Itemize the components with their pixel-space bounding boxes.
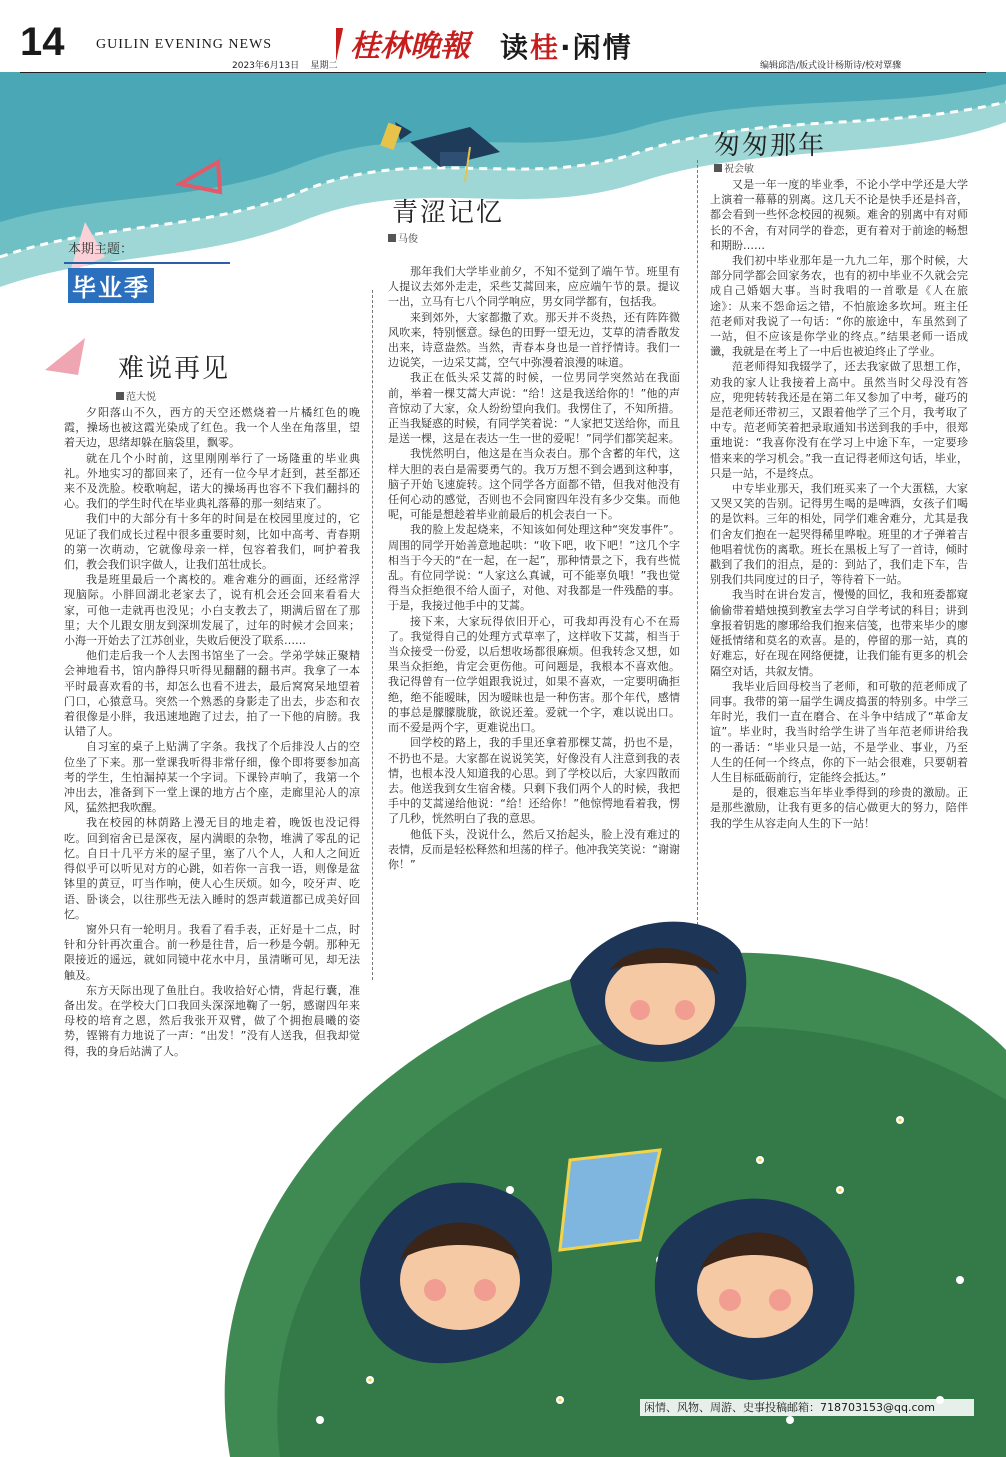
paragraph: 东方天际出现了鱼肚白。我收拾好心情，背起行囊，准备出发。在学校大门口我回头深深地鞠了一躬，感谢四年来母校的培育之恩，然后我张开双臂，做了个拥抱晨曦的姿势，铿锵有力地说了一声：“出发！”没有人送我，但我却觉得，我的身后站满了人。 xyxy=(64,983,360,1058)
paragraph: 我是班里最后一个离校的。难舍难分的画面，还经常浮现脑际。小胖回湖北老家去了，说有机会还会回来看看大家，可他一走就再也没见；小白支教去了，期满后留在了那里；大个儿跟女朋友到深圳发展了，过年的时候才会回来；小海一开始去了江苏创业，失败后便没了联系…… xyxy=(64,573,360,648)
paragraph: 我正在低头采艾蒿的时候，一位男同学突然站在我面前，举着一棵艾蒿大声说：“给！这是我送给你的！”他的声音惊动了大家，众人纷纷望向我们。我愣住了，不知所措。正当我疑惑的时候，有同学笑着说：“人家把艾送给你，而且是送一棵，这是在表达一生一世的爱呢！”同学们都笑起来。 xyxy=(388,371,680,446)
column-divider xyxy=(697,160,698,930)
article-body xyxy=(710,177,968,947)
paragraph: 接下来，大家玩得依旧开心，可我却再没有心不在焉了。我觉得自己的处理方式草率了，这样收下艾蒿，相当于当众接受一份爱，以后想收场都很麻烦。但我转念又想，如果当众拒绝，肯定会更伤他。可问题是，我根本不喜欢他。我记得曾有一位学姐跟我说过，如果不喜欢，一定要明确拒绝，绝不能暧昧，因为暧昧也是一种伤害。那个年代，感情的事总是朦朦胧胧，欲说还羞。爱就一个字，难以说出口。而不爱是两个字，更难说出口。 xyxy=(388,614,680,735)
triangle-decoration xyxy=(40,330,90,380)
paragraph: 自习室的桌子上贴满了字条。我找了个后排没人占的空位坐了下来。那一堂课我听得非常仔细，像个即将要参加高考的学生，生怕漏掉某一个字词。下课铃声响了，我第一个冲出去，准备到下一堂上课的地方占个座，走廊里沁人的凉风，猛然把我吹醒。 xyxy=(64,740,360,815)
topic-title: 毕业季 xyxy=(68,268,154,303)
paragraph: 又是一年一度的毕业季，不论小学中学还是大学上演着一幕幕的别离。这几天不论是快手还是抖音，都会看到一些怀念校园的视频。难舍的别离中有对师长的不舍，有对同学的眷恋，更有着对于前途的畅想和期盼…… xyxy=(710,178,968,252)
article-author: 范大悦 xyxy=(116,388,156,403)
section-prefix: 读 xyxy=(500,31,531,64)
paragraph: 就在几个小时前，这里刚刚举行了一场隆重的毕业典礼。外地实习的都回来了，还有一位今早才赶到，甚至都还来不及洗脸。校歌响起，诺大的操场再也容不下我们翻抖的心。我们的学生时代在毕业典礼落幕的那一刻结束了。 xyxy=(64,451,360,511)
date-text: 2023年6月13日 xyxy=(232,61,300,71)
paragraph: 我恍然明白，他这是在当众表白。那个含蓄的年代，这样大胆的表白是需要勇气的。我万万想不到会遇到这种事，脑子开始飞速旋转。这个同学各方面都不错，但我对他没有任何心动的感觉，否则也不会同窗四年没有多少交集。而他呢，可能是想趁着毕业前最后的机会表白一下。 xyxy=(388,447,680,522)
article-title: 青涩记忆 xyxy=(392,198,505,228)
paragraph: 中专毕业那天，我们班买来了一个大蛋糕，大家又哭又笑的告别。记得男生喝的是啤酒，女孩子们喝的是饮料。三年的相处，同学们难舍难分，尤其是我们舍友们抱在一起哭得稀里哗啦。班里的才子弹着吉他唱着忧伤的离歌。班长在黑板上写了一首诗，倾时戳到了我们的泪点，是的：到站了，我们走下车，告别我们共同度过的日子，等待着下一站。 xyxy=(710,482,968,587)
weekday-text: 星期二 xyxy=(310,61,338,71)
svg-text:桂林晚報: 桂林晚報 xyxy=(350,29,470,64)
issue-date xyxy=(232,58,338,71)
paragraph: 我们初中毕业那年是一九九二年，那个时候，大部分同学都会回家务农，也有的初中毕业不久就会完成自己婚姻大事。当时我唱的一首歌是《人在旅途》：从来不怨命运之错，不怕旅途多坎坷。班主任范老师对我说了一句话：“你的旅途中，车虽然到了一站，但不应该是你学业的终点。”结果老师一语成谶，我就是在考上了一中后也被迫终止了学业。 xyxy=(710,254,968,359)
article-title: 难说再见 xyxy=(118,354,231,384)
editor-credits: 编辑邱浩/版式设计杨斯诗/校对覃骤 xyxy=(760,61,902,71)
paragraph: 他低下头，没说什么，然后又抬起头，脸上没有难过的表情，反而是轻松释然和坦荡的样子。他冲我笑笑说：“谢谢你！” xyxy=(388,827,680,871)
paragraph: 我毕业后回母校当了老师，和可敬的范老师成了同事。我带的第一届学生调皮捣蛋的特别多。中学三年时光，我们一直在磨合、在斗争中结成了“革命友谊”。毕业时，我当时给学生讲了当年范老师讲给我的一番话：“毕业只是一站，不是学业、事业，乃至人生的任何一个终点，你的下一站会很难，只要朝着人生目标砥砺前行，定能终会抵达。” xyxy=(710,679,968,784)
article-author: 祝会敏 xyxy=(714,160,754,175)
paragraph: 我当时在讲台发言，慢慢的回忆，我和班委都窥偷偷带着蜡烛摸到教室去学习自学考试的科目；讲到拿报着钥匙的廖琊给我们抱来信笺，也带来毕少的廖娅抵情绪和莫名的欢喜。是的，停留的那一站，真的好难忘，好在现在网络便捷，让我们能有更多的机会隔空对话，共叙友情。 xyxy=(710,588,968,678)
newspaper-logo xyxy=(336,24,486,64)
section-suffix: ·闲情 xyxy=(560,31,633,64)
masthead-divider xyxy=(20,72,986,73)
page-number: 14 xyxy=(20,20,65,64)
article-title: 匆匆那年 xyxy=(714,131,827,161)
topic-underline xyxy=(64,262,230,264)
paragraph: 是的，很难忘当年毕业季得到的珍贵的激励。正是那些激励，让我有更多的信心做更大的努力，陪伴我的学生从容走向人生的下一站！ xyxy=(710,786,968,830)
paragraph: 窗外只有一轮明月。我看了看手表，正好是十二点，时针和分针再次重合。前一秒是往昔，后一秒是今朝。那种无限接近的遥远，就如同镜中花水中月，虽清晰可见，却无法触及。 xyxy=(64,922,360,982)
paragraph: 我们中的大部分有十多年的时间是在校园里度过的，它见证了我们成长过程中很多重要时刻，比如中高考、青春期的第一次萌动，它就像母亲一样，包容着我们，呵护着我们，教会我们识字做人，让我们茁壮成长。 xyxy=(64,512,360,572)
section-accent: 桂 xyxy=(530,31,561,64)
paper-english-name: GUILIN EVENING NEWS xyxy=(96,37,273,52)
submission-note: 闲情、风物、周游、史事投稿邮箱：718703153@qq.com xyxy=(640,1399,974,1416)
paragraph: 回学校的路上，我的手里还拿着那棵艾蒿，扔也不是，不扔也不是。大家都在说说笑笑，好像没有人注意到我的表情，也根本没人知道我的心思。到了学校以后，大家四散而去。他送我到女生宿舍楼。只剩下我们两个人的时候，我把手中的艾蒿递给他说：“给！还给你！”他惊愕地看着我，愣了几秒，恍然明白了我的意思。 xyxy=(388,736,680,826)
paragraph: 夕阳落山不久，西方的天空还燃烧着一片橘红色的晚霞，操场也被这霞光染成了红色。我一个人坐在角落里，望着天边，思绪却躲在脑袋里，飘零。 xyxy=(64,406,360,450)
paragraph: 来到郊外，大家都撒了欢。那天并不炎热，还有阵阵微风吹来，特别惬意。绿色的田野一望无边，艾草的清香散发出来，诗意盎然。当然，青春本身也是一首抒情诗。我们一边说笑，一边采艾蒿，空气中弥漫着浪漫的味道。 xyxy=(388,310,680,370)
graduates-illustration xyxy=(140,860,1006,1457)
paragraph: 那年我们大学毕业前夕，不知不觉到了端午节。班里有人提议去郊外走走，采些艾蒿回来，应应端午节的景。提议一出，立马有七八个同学响应，男女同学都有，包括我。 xyxy=(388,265,680,309)
paragraph: 他们走后我一个人去图书馆坐了一会。学弟学妹正聚精会神地看书，馆内静得只听得见翻翻的翻书声。我拿了一本平时最喜欢看的书，却怎么也看不进去，最后窝窝呆地望着门口，心猿意马。突然一个熟悉的身影走了出去，步态和衣着很像是小胖，我迅速地跑了过去，拍了一下他的肩膀。我认错了人。 xyxy=(64,649,360,739)
paragraph: 范老师得知我辍学了，还去我家做了思想工作，劝我的家人让我接着上高中。虽然当时父母没有答应，兜兜转转我还是在第二年又参加了中考，碰巧的是范老师还带初三，又跟着他学了三个月，我考取了中专。范老师笑着把录取通知书送到我的手中，很郑重地说：“我喜你没有在学习上中途下车，一定要珍惜来来的学习机会。”我一直记得老师这句话，毕业，只是一站，不是终点。 xyxy=(710,360,968,480)
section-name xyxy=(500,26,633,66)
paragraph: 我在校园的林荫路上漫无目的地走着，晚饭也没记得吃。回到宿舍已是深夜，屋内满眼的杂物，堆满了零乱的记忆。自日十几平方米的屋子里，塞了八个人，人和人之间近得似乎可以听见对方的心跳，如若你一言我一语，则像是盆钵里的黄豆，叮当作响，使人心生厌烦。如今，咬牙声、吃语、卧谈会，以往那些无法入睡时的怨声载道都已成美好回忆。 xyxy=(64,816,360,921)
paragraph: 我的脸上发起烧来，不知该如何处理这种“突发事件”。周围的同学开始善意地起哄：“收下吧，收下吧！”这几个字相当于今天的“在一起，在一起”，那种情景之下，我有些慌乱。有位同学说：“人家这么真诚，可不能辜负哦！”我也觉得当众拒绝很不给人面子，对他、对我都是一件残酷的事。于是，我接过他手中的艾蒿。 xyxy=(388,523,680,613)
article-author: 马俊 xyxy=(388,230,418,245)
topic-kicker: 本期主题： xyxy=(68,242,134,257)
